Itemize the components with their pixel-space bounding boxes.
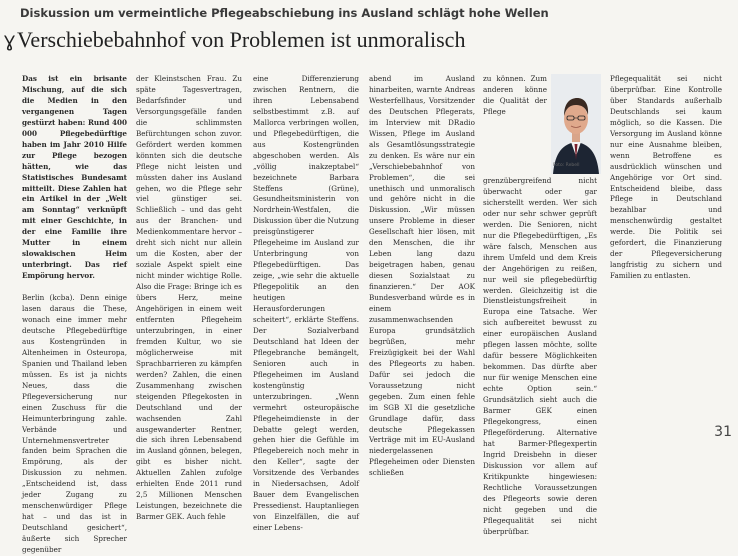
body-paragraph: Berlin (kcba). Denn einige lasen daraus die These, wonach eine immer mehr deutsche Pflegebedürftige aus Kostengründen in Altenheimen in Osteuropa, Spanien und Thailand leben müssen. Es ist ja nichts Neues, dass die Pflegeversicherung nur einen Zuschuss für die Heimunterbringung zahle. Verbände und Unternehmensvertreter fanden beim Sprachen die Empörung, als der Diskussion zu nehmen. „Entscheidend ist, dass jeder Zugang zu menschenwürdiger Pflege hat – und das ist in Deutschland gesichert“, äußerte sich Sprecher gegenüber (22, 293, 127, 555)
column-3 (253, 74, 359, 533)
body-paragraph: Pflegequalität sei nicht überprüfbar. Eine Kontrolle über Standards außerhalb Deutschlands sei kaum möglich, so die Kassen. Die Versorgung im Ausland könne nur eine Ausnahme bleiben, wenn Betroffene es ausdrücklich wünschen und Angehörige vor Ort sind. Entscheidend bleibe, dass Pflege in Deutschland bezahlbar und menschenwürdig gestaltet werde. Die Politik sei gefordert, die Finanzierung der Pflegeversicherung langfristig zu sichern und Familien zu entlasten. (610, 74, 722, 281)
body-paragraph: zu können. Zum anderen könne die Qualität der Pflege grenzübergreifend nicht überwacht oder gar sicherstellt werden. Wer sich oder nur sehr schwer geprüft werden. Die Senioren, nicht nur die Pflegebedürftigen, „Es wäre falsch, Menschen aus ihrem Umfeld und dem Kreis der Angehörigen zu reißen, nur weil sie pflegebedürftig werden. Gleichzeitig ist die Dienstleistungsfreiheit in Europa eine Tatsache. Wer sich aufbereitet bewusst zu einer europäischen Ausland pflegen lassen möchte, sollte dafür bessere Möglichkeiten bekommen. Das dürfte aber nur für wenige Menschen eine echte Option sein.“ Grundsätzlich sieht auch die Barmer GEK einen Pflegekongress, einen Pflegeförderung. Alternative hat Barmer-Pflegexpertin Ingrid Dreisbehn in dieser Diskussion vor allem auf Kritikpunkte hingewiesen: Rechtliche Voraussetzungen des Pflegeorts sowie deren nicht gegeben und die Pflegequalität sei nicht überprüfbar. (483, 74, 597, 536)
page-number: 31 (714, 424, 732, 440)
column-5 (483, 74, 597, 536)
column-1 (22, 74, 127, 555)
column-4 (369, 74, 475, 478)
photo-credit: Foto: Rebell (553, 163, 580, 169)
headline-text: Verschiebebahnhof von Problemen ist unmoralisch (16, 27, 466, 52)
portrait-photo (551, 74, 601, 174)
column-6 (610, 74, 722, 440)
column-2 (136, 74, 242, 522)
body-paragraph: der Kleinstschen Frau. Zu späte Tagesvertragen, Bedarfsfinder und Versorgungsgefälle fanden die schlimmsten Befürchtungen schon zuvor. Gefördert werden kommen könnten sich die deutsche Pflege nicht leisten und müssten daher ins Ausland gehen, wo die Pflege sehr viel günstiger sei. Schließlich – und das geht aus der Branchen- und Medienkommentare hervor – dreht sich nicht nur allein um die Kosten, aber der soziale Aspekt spielt eine nicht minder wichtige Rolle. Also die Frage: Bringe ich es übers Herz, meine Angehörigen in einem weit entfernten Pflegeheim unterzubringen, in einer fremden Kultur, wo sie möglicherweise mit Sprachbarrieren zu kämpfen werden? Zahlen, die einen Zusammenhang zwischen steigenden Pflegekosten in Deutschland und der wachsenden Zahl ausgewanderter Rentner, die sich ihren Lebensabend im Ausland gönnen, belegen, gibt es bisher nicht. Aktuellen Zahlen zufolge erhielten Ende 2011 rund 2,5 Millionen Menschen Leistungen, bezeichnete die Barmer GEK. Auch fehle (136, 74, 242, 522)
headline-mark: Ɣ (4, 32, 15, 51)
headline (4, 27, 734, 55)
lead-paragraph: Das ist ein brisante Mischung, auf die sich die Medien in den vergangenen Tagen gestürzt haben: Rund 400 000 Pflegebedürftige haben im Jahr 2010 Hilfe zur Pflege bezogen hätten, wie das Statistisches Bundesamt mitteilt. Diese Zahlen hat ein Artikel in der „Welt am Sonntag“ verknüpft mit einer Geschichte, in der eine Familie ihre Mutter in einem slowakischen Heim unterbringt. Das rief Empörung hervor. (22, 74, 127, 281)
body-paragraph: abend im Ausland hinarbeiten, warnte Andreas Westerfellhaus, Vorsitzender des Deutschen Pflegerats, im Interview mit DRadio Wissen, Pflege im Ausland als Gesamtlösungsstrategie zu denken. Es wäre nur ein „Verschiebebahnhof von Problemen“, die sei unethisch und unmoralisch und gehöre nicht in die Diskussion. „Wir müssen unsere Probleme in dieser Gesellschaft hier lösen, mit den Menschen, die ihr Leben lang dazu beigetragen haben, genau diesen Sozialstaat zu finanzieren.“ Der AOK Bundesverband würde es in einem zusammenwachsenden Europa grundsätzlich begrüßen, mehr Freizügigkeit bei der Wahl des Pflegeorts zu haben. Dafür sei jedoch die Voraussetzung nicht gegeben. Zum einen fehle im SGB XI die gesetzliche Grundlage dafür, dass deutsche Pflegekassen Verträge mit im EU-Ausland niedergelassenen Pflegeheimen oder Diensten schließen (369, 74, 475, 478)
portrait-image (551, 74, 601, 174)
body-paragraph: eine Differenzierung zwischen Rentnern, die ihren Lebensabend selbstbestimmt z.B. auf Mallorca verbringen wollen, und Pflegebedürftigen, die aus Kostengründen abgeschoben werden. Als „völlig inakzeptabel“ bezeichnete Barbara Steffens (Grüne), Gesundheitsministerin von Nordrhein-Westfalen, die Diskussion über die Nutzung preisgünstigerer Pflegeheime im Ausland zur Unterbringung von Pflegebedürftigen. Das zeige, „wie sehr die aktuelle Pflegepolitik an den heutigen Herausforderungen scheitert“, erklärte Steffens. Der Sozialverband Deutschland hat Ideen der Pflegebranche bemängelt, Senioren auch in Pflegeheimen im Ausland kostengünstig unterzubringen. „Wenn vermehrt osteuropäische Pflegeheimdienste in der Debatte gelegt werden, gehen hier die Gefühle im Pflegebereich noch mehr in den Keller“, sagte der Vorsitzende des Verbandes in Niedersachsen, Adolf Bauer dem Evangelischen Pressedienst. Hauptanliegen von Einzelfällen, die auf einer Lebens- (253, 74, 359, 533)
kicker: Diskussion um vermeintliche Pflegeabschiebung ins Ausland schlägt hohe Wellen (20, 6, 549, 20)
